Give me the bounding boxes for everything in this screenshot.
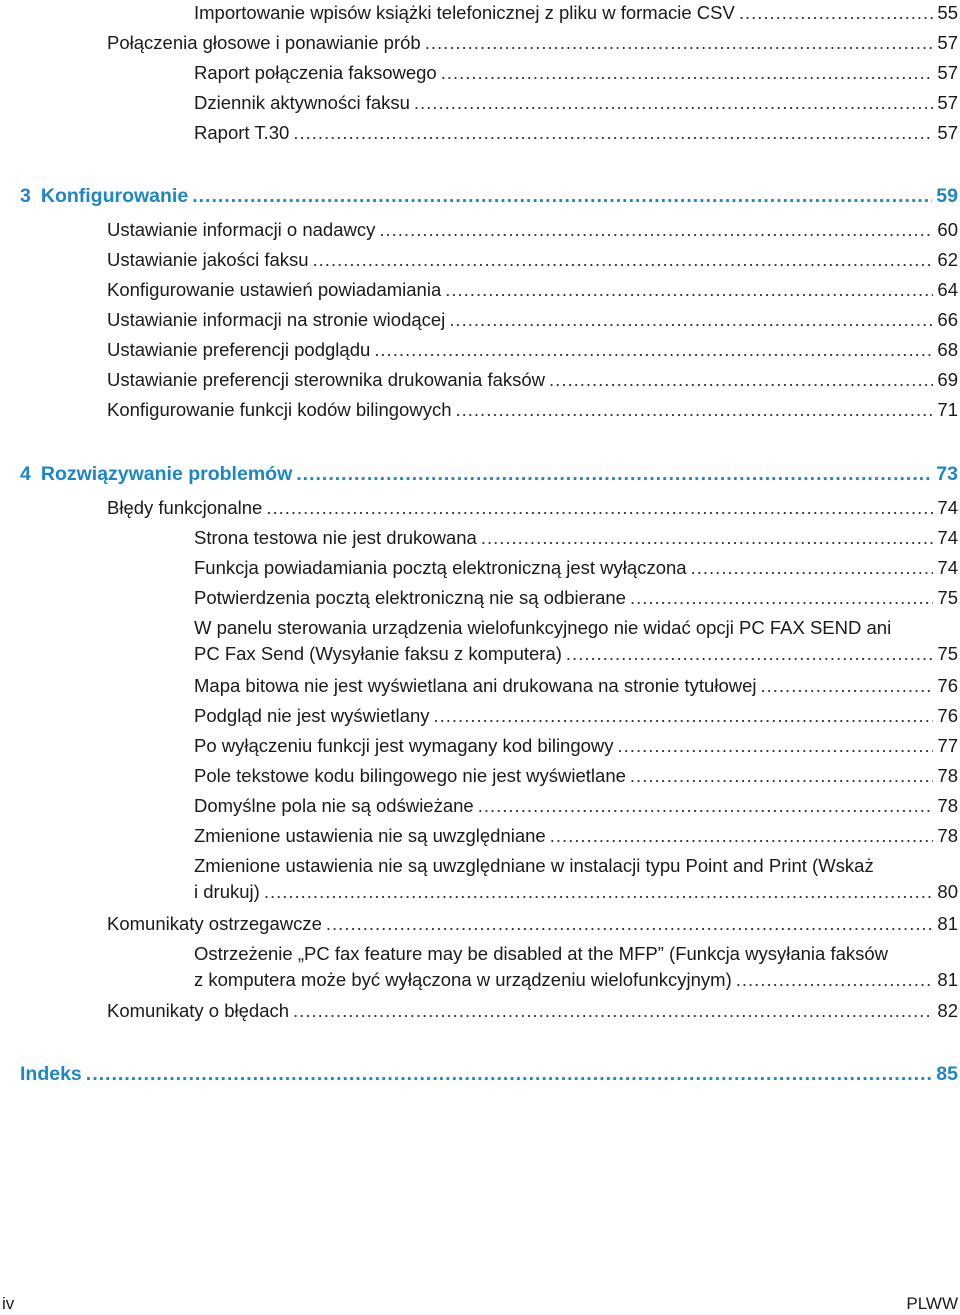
toc-entry-line <box>194 703 958 729</box>
dot-leader <box>296 461 932 487</box>
dot-leader <box>478 793 934 819</box>
toc-entry-text: Konfigurowanie funkcji kodów bilingowych <box>107 399 452 420</box>
toc-entry-text: Funkcja powiadamiania pocztą elektroniczną jest wyłączona <box>194 557 687 578</box>
toc-page-number: 78 <box>937 825 958 846</box>
toc-page-number: 74 <box>937 527 958 548</box>
toc-entry-line <box>107 307 958 333</box>
toc-page-number: 69 <box>937 369 958 390</box>
toc-entry[interactable] <box>194 853 958 905</box>
toc-page-number: 75 <box>937 587 958 608</box>
toc-entry-text: Komunikaty o błędach <box>107 1000 290 1021</box>
toc-entry-line <box>20 461 958 487</box>
dot-leader <box>445 277 933 303</box>
toc-entry-label <box>107 307 445 333</box>
toc-entry-line <box>107 998 958 1024</box>
toc-page-number: 80 <box>937 881 958 902</box>
toc-entry-text: Konfigurowanie <box>40 185 189 207</box>
toc-page-number: 76 <box>937 705 958 726</box>
toc-entry[interactable] <box>194 615 958 667</box>
toc-entry-text: PC Fax Send (Wysyłanie faksu z komputera) <box>194 643 562 664</box>
toc-page-number: 66 <box>937 309 958 330</box>
toc-entry[interactable] <box>194 60 958 86</box>
toc-entry-label <box>194 763 626 789</box>
toc-entry[interactable] <box>194 941 958 993</box>
toc-entry-text: Rozwiązywanie problemów <box>40 463 293 485</box>
toc-page-number: 74 <box>937 557 958 578</box>
toc-entry-line <box>194 120 958 146</box>
toc-entry-label <box>107 337 370 363</box>
toc-entry-text: Ustawianie preferencji podglądu <box>107 339 371 360</box>
toc-entry-text: z komputera może być wyłączona w urządzeniu wielofunkcyjnym) <box>194 969 732 990</box>
toc-entry[interactable] <box>194 763 958 789</box>
toc-entry-label <box>194 0 735 26</box>
toc-entry-text: Raport T.30 <box>194 122 290 143</box>
dot-leader <box>264 879 934 905</box>
toc-page-number: 60 <box>937 219 958 240</box>
toc-entry-text: Ustawianie preferencji sterownika drukowania faksów <box>107 369 546 390</box>
dot-leader <box>326 911 934 937</box>
toc-entry-label <box>107 30 421 56</box>
toc-page-number: 78 <box>937 765 958 786</box>
toc-entry-text: Domyślne pola nie są odświeżane <box>194 795 474 816</box>
toc-entry-label-first-line: W panelu sterowania urządzenia wielofunkcyjnego nie widać opcji PC FAX SEND ani <box>194 617 892 638</box>
toc-entry-line <box>194 879 958 905</box>
toc-entry-label <box>194 673 757 699</box>
toc-entry-label <box>107 247 309 273</box>
toc-entry-text: Potwierdzenia pocztą elektroniczną nie są odbierane <box>194 587 626 608</box>
footer-language-code: PLWW <box>906 1294 958 1313</box>
toc-chapter-entry[interactable] <box>20 1061 958 1087</box>
toc-page-number: 62 <box>937 249 958 270</box>
toc-entry-line <box>194 555 958 581</box>
toc-page-number: 71 <box>937 399 958 420</box>
dot-leader <box>374 337 933 363</box>
toc-entry-label <box>107 367 545 393</box>
dot-leader <box>379 217 933 243</box>
toc-page-number: 81 <box>937 913 958 934</box>
chapter-number: 3 <box>20 185 31 207</box>
toc-entry-label <box>194 525 477 551</box>
dot-leader <box>441 60 934 86</box>
dot-leader <box>414 90 934 116</box>
toc-page-number: 57 <box>937 92 958 113</box>
dot-leader <box>425 30 934 56</box>
toc-entry-label <box>194 967 732 993</box>
dot-leader <box>313 247 934 273</box>
dot-leader <box>550 823 934 849</box>
dot-leader <box>618 733 934 759</box>
toc-entry-line <box>194 641 958 667</box>
toc-entry-label <box>107 911 322 937</box>
toc-chapter-entry[interactable] <box>20 183 958 209</box>
toc-entry-line <box>194 733 958 759</box>
toc-entry-label <box>107 277 441 303</box>
dot-leader <box>481 525 934 551</box>
toc-entry-label <box>194 879 260 905</box>
dot-leader <box>192 183 932 209</box>
dot-leader <box>86 1061 933 1087</box>
toc-entry-line <box>107 217 958 243</box>
dot-leader <box>739 0 934 26</box>
dot-leader <box>630 763 934 789</box>
toc-page-number: 74 <box>937 497 958 518</box>
toc-entry[interactable] <box>107 247 958 273</box>
toc-entry-label <box>194 823 546 849</box>
toc-entry-text: Mapa bitowa nie jest wyświetlana ani drukowana na stronie tytułowej <box>194 675 757 696</box>
toc-entry-label <box>20 183 188 209</box>
toc-entry-line <box>194 0 958 26</box>
toc-entry[interactable] <box>107 217 958 243</box>
dot-leader <box>434 703 934 729</box>
toc-entry-label <box>194 585 626 611</box>
toc-entry-text: i drukuj) <box>194 881 260 902</box>
toc-page-number: 81 <box>937 969 958 990</box>
toc-page-number: 68 <box>937 339 958 360</box>
toc-entry-text: Ustawianie informacji o nadawcy <box>107 219 376 240</box>
toc-entry-line <box>194 793 958 819</box>
toc-entry-text: Raport połączenia faksowego <box>194 62 437 83</box>
toc-entry-label-first-line: Zmienione ustawienia nie są uwzględniane w instalacji typu Point and Print (Wskaż <box>194 855 874 876</box>
toc-entry-label <box>107 397 452 423</box>
toc-entry-line <box>194 525 958 551</box>
toc-page-number: 59 <box>936 185 958 207</box>
toc-entry[interactable] <box>107 911 958 937</box>
toc-entry-line <box>20 1061 958 1087</box>
dot-leader <box>449 307 933 333</box>
toc-entry-line <box>107 495 958 521</box>
toc-entry-label <box>107 495 262 521</box>
toc-entry[interactable] <box>194 733 958 759</box>
toc-entry-line <box>20 183 958 209</box>
toc-entry-label <box>194 120 289 146</box>
toc-page-number: 78 <box>937 795 958 816</box>
toc-entry-text: Ustawianie informacji na stronie wiodącej <box>107 309 446 330</box>
toc-entry-label <box>194 60 437 86</box>
toc-entry[interactable] <box>194 0 958 26</box>
toc-entry-text: Połączenia głosowe i ponawianie prób <box>107 32 421 53</box>
toc-entry-label <box>194 733 614 759</box>
toc-page-number: 57 <box>937 32 958 53</box>
toc-page-number: 85 <box>936 1063 958 1085</box>
dot-leader <box>761 673 934 699</box>
toc-entry[interactable] <box>194 793 958 819</box>
toc-entry-line <box>107 911 958 937</box>
toc-page-number: 75 <box>937 643 958 664</box>
toc-entry[interactable] <box>107 998 958 1024</box>
toc-entry-text: Ustawianie jakości faksu <box>107 249 309 270</box>
toc-chapter-entry[interactable] <box>20 461 958 487</box>
toc-page-number: 82 <box>937 1000 958 1021</box>
toc-entry-line <box>194 967 958 993</box>
toc-entry[interactable] <box>194 555 958 581</box>
dot-leader <box>456 397 934 423</box>
toc-entry[interactable] <box>107 30 958 56</box>
toc-entry[interactable] <box>194 673 958 699</box>
toc-entry-text: Zmienione ustawienia nie są uwzględniane <box>194 825 546 846</box>
toc-entry-line <box>194 763 958 789</box>
toc-entry-text: Po wyłączeniu funkcji jest wymagany kod bilingowy <box>194 735 614 756</box>
dot-leader <box>736 967 934 993</box>
toc-entry[interactable] <box>194 120 958 146</box>
toc-entry[interactable] <box>107 277 958 303</box>
dot-leader <box>630 585 933 611</box>
toc-entry-text: Indeks <box>20 1063 82 1085</box>
toc-entry-line <box>107 277 958 303</box>
toc-entry[interactable] <box>107 495 958 521</box>
toc-entry-line <box>107 337 958 363</box>
toc-entry[interactable] <box>107 397 958 423</box>
toc-page-number: 76 <box>937 675 958 696</box>
toc-entry-line <box>194 90 958 116</box>
toc-entry-line <box>194 60 958 86</box>
toc-entry-line <box>107 247 958 273</box>
toc-entry-label <box>194 641 562 667</box>
toc-entry[interactable] <box>194 823 958 849</box>
toc-entry-label <box>20 1061 82 1087</box>
toc-entry-text: Komunikaty ostrzegawcze <box>107 913 322 934</box>
toc-page-number: 77 <box>937 735 958 756</box>
toc-entry-text: Dziennik aktywności faksu <box>194 92 410 113</box>
toc-entry-label-first-line: Ostrzeżenie „PC fax feature may be disabled at the MFP” (Funkcja wysyłania faksów <box>194 943 889 964</box>
toc-page-number: 57 <box>937 122 958 143</box>
toc-entry-label <box>194 703 430 729</box>
toc-page-number: 55 <box>937 2 958 23</box>
toc-entry[interactable] <box>194 90 958 116</box>
dot-leader <box>266 495 933 521</box>
toc-page-number: 73 <box>936 463 958 485</box>
toc-entry-text: Konfigurowanie ustawień powiadamiania <box>107 279 442 300</box>
dot-leader <box>549 367 933 393</box>
toc-entry-line <box>194 585 958 611</box>
toc-entry[interactable] <box>107 307 958 333</box>
toc-entry-text: Importowanie wpisów książki telefonicznej z pliku w formacie CSV <box>194 2 735 23</box>
dot-leader <box>566 641 934 667</box>
toc-page-number: 64 <box>937 279 958 300</box>
toc-entry-text: Podgląd nie jest wyświetlany <box>194 705 430 726</box>
toc-entry[interactable] <box>107 337 958 363</box>
footer-page-number: iv <box>2 1294 15 1313</box>
dot-leader <box>691 555 934 581</box>
toc-entry[interactable] <box>194 525 958 551</box>
toc-entry-line <box>194 823 958 849</box>
toc-entry-label <box>194 555 687 581</box>
chapter-number: 4 <box>20 463 31 485</box>
dot-leader <box>293 998 933 1024</box>
toc-entry-label <box>107 217 375 243</box>
toc-entry-line <box>107 397 958 423</box>
toc-entry-label <box>20 461 292 487</box>
toc-entry-line <box>107 367 958 393</box>
toc-entry-text: Błędy funkcjonalne <box>107 497 263 518</box>
dot-leader <box>293 120 933 146</box>
toc-entry-line <box>107 30 958 56</box>
toc-entry-line <box>194 673 958 699</box>
toc-entry[interactable] <box>194 585 958 611</box>
toc-entry-label <box>107 998 289 1024</box>
toc-entry-label <box>194 793 474 819</box>
toc-entry-text: Pole tekstowe kodu bilingowego nie jest wyświetlane <box>194 765 626 786</box>
toc-entry-label <box>194 90 410 116</box>
toc-page-number: 57 <box>937 62 958 83</box>
toc-entry[interactable] <box>107 367 958 393</box>
toc-entry-text: Strona testowa nie jest drukowana <box>194 527 477 548</box>
toc-entry[interactable] <box>194 703 958 729</box>
